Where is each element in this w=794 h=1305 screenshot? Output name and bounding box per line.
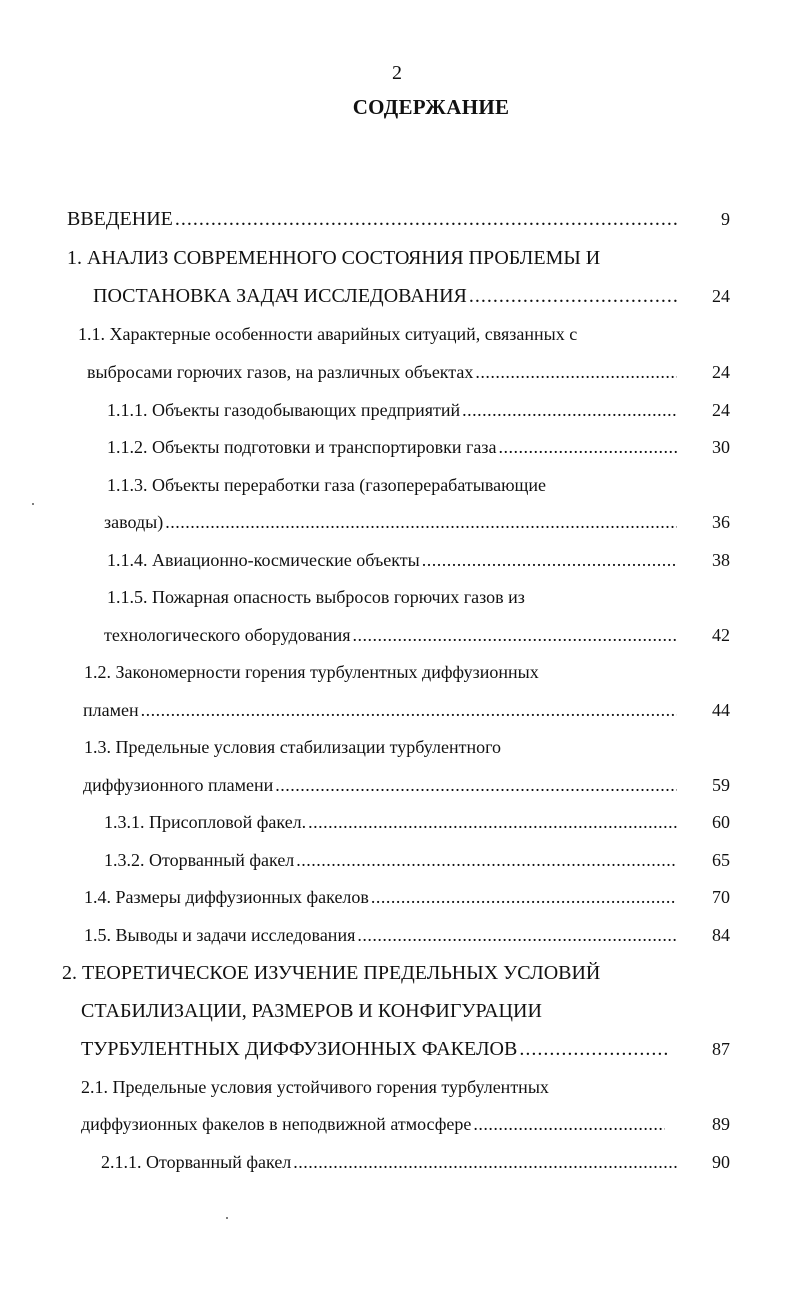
toc-entry-text: 1.1.2. Объекты подготовки и транспортировки газа xyxy=(107,437,497,457)
toc-entry-text: 1.4. Размеры диффузионных факелов xyxy=(84,887,369,907)
toc-entry-2-1-line2[interactable] xyxy=(81,1105,665,1143)
toc-entry-1-1-5-line2[interactable] xyxy=(104,616,677,654)
toc-entry-text: 1.2. Закономерности горения турбулентных диффузионных xyxy=(84,662,539,682)
toc-entry-text: 2.1. Предельные условия устойчивого горения турбулентных xyxy=(81,1077,549,1097)
toc-page-number: 60 xyxy=(712,812,730,832)
toc-entry-text: 1.1. Характерные особенности аварийных ситуаций, связанных с xyxy=(78,324,578,344)
toc-entry-text: 1.1.5. Пожарная опасность выбросов горючих газов из xyxy=(107,587,525,607)
toc-leader-dots xyxy=(519,1030,667,1068)
toc-entry-introduction[interactable] xyxy=(67,200,677,238)
toc-entry-text: заводы) xyxy=(104,512,164,532)
toc-entry-1-2-line2[interactable] xyxy=(83,691,677,729)
toc-leader-dots xyxy=(371,878,677,916)
toc-leader-dots xyxy=(357,916,677,954)
toc-leader-dots xyxy=(499,428,677,466)
toc-leader-dots xyxy=(422,541,677,579)
toc-entry-1-1-line1[interactable] xyxy=(78,315,678,353)
toc-entry-2-1-line1[interactable] xyxy=(81,1068,681,1106)
toc-leader-dots xyxy=(296,841,677,879)
toc-page-number: 9 xyxy=(721,209,730,229)
toc-page-number: 84 xyxy=(712,925,730,945)
toc-entry-chapter-1-line2[interactable] xyxy=(93,277,677,315)
toc-page-number: 87 xyxy=(712,1039,730,1059)
toc-leader-dots xyxy=(469,277,677,315)
toc-entry-1-1-3-line2[interactable] xyxy=(104,503,677,541)
toc-entry-text: ТУРБУЛЕНТНЫХ ДИФФУЗИОННЫХ ФАКЕЛОВ xyxy=(81,1038,518,1060)
toc-entry-text: 1.3.1. Присопловой факел. xyxy=(104,812,307,832)
toc-entry-1-1-1[interactable] xyxy=(107,391,677,429)
toc-entry-chapter-2-line1[interactable] xyxy=(62,954,682,992)
toc-entry-1-1-2[interactable] xyxy=(107,428,677,466)
toc-page-number: 89 xyxy=(712,1114,730,1134)
toc-entry-text: 1.1.3. Объекты переработки газа (газоперерабатывающие xyxy=(107,475,547,495)
toc-page-number: 42 xyxy=(712,625,730,645)
toc-entry-text: ПОСТАНОВКА ЗАДАЧ ИССЛЕДОВАНИЯ xyxy=(93,285,467,307)
toc-page-number: 38 xyxy=(712,550,730,570)
toc-leader-dots xyxy=(275,766,677,804)
toc-page-number: 24 xyxy=(712,286,730,306)
toc-page-number: 70 xyxy=(712,887,730,907)
toc-entry-1-5[interactable] xyxy=(84,916,677,954)
toc-page-number: 65 xyxy=(712,850,730,870)
toc-entry-text: диффузионных факелов в неподвижной атмосфере xyxy=(81,1114,472,1134)
toc-leader-dots xyxy=(141,691,677,729)
toc-entry-text: 1.5. Выводы и задачи исследования xyxy=(84,925,356,945)
toc-entry-1-4[interactable] xyxy=(84,878,677,916)
toc-page-number: 24 xyxy=(712,362,730,382)
toc-leader-dots xyxy=(293,1143,677,1181)
toc-entry-chapter-2-line3[interactable] xyxy=(81,1030,667,1068)
toc-entry-text: выбросами горючих газов, на различных объектах xyxy=(87,362,474,382)
toc-entry-1-1-line2[interactable] xyxy=(87,353,677,391)
toc-entry-text: 2.1.1. Оторванный факел xyxy=(101,1152,292,1172)
toc-leader-dots xyxy=(175,200,677,238)
toc-leader-dots xyxy=(475,353,677,391)
toc-page-number: 90 xyxy=(712,1152,730,1172)
toc-entry-text: 1.1.1. Объекты газодобывающих предприятий xyxy=(107,400,461,420)
toc-entry-1-2-line1[interactable] xyxy=(84,653,684,691)
toc-page-number: 44 xyxy=(712,700,730,720)
page-title: СОДЕРЖАНИЕ xyxy=(352,95,510,119)
toc-entry-text: 1.3.2. Оторванный факел xyxy=(104,850,295,870)
toc-entry-text: ВВЕДЕНИЕ xyxy=(67,208,173,230)
scan-speck xyxy=(32,503,34,505)
toc-page-number: 24 xyxy=(712,400,730,420)
toc-entry-text: СТАБИЛИЗАЦИИ, РАЗМЕРОВ И КОНФИГУРАЦИИ xyxy=(81,1000,542,1022)
toc-leader-dots xyxy=(165,503,677,541)
toc-entry-1-3-2[interactable] xyxy=(104,841,677,879)
toc-entry-1-1-5-line1[interactable] xyxy=(107,578,677,616)
toc-entry-1-3-line1[interactable] xyxy=(84,728,684,766)
toc-entry-text: пламен xyxy=(83,700,139,720)
toc-entry-text: 1. АНАЛИЗ СОВРЕМЕННОГО СОСТОЯНИЯ ПРОБЛЕМЫ И xyxy=(67,247,601,269)
page-number: 2 xyxy=(392,62,402,84)
toc-entry-1-1-4[interactable] xyxy=(107,541,677,579)
toc-page-number: 36 xyxy=(712,512,730,532)
toc-entry-2-1-1[interactable] xyxy=(101,1143,677,1181)
toc-entry-chapter-1-line1[interactable] xyxy=(67,239,687,277)
toc-entry-1-3-line2[interactable] xyxy=(83,766,677,804)
toc-entry-text: 1.1.4. Авиационно-космические объекты xyxy=(107,550,420,570)
toc-entry-1-3-1[interactable] xyxy=(104,803,677,841)
toc-leader-dots xyxy=(473,1105,665,1143)
toc-entry-text: технологического оборудования xyxy=(104,625,351,645)
toc-leader-dots xyxy=(353,616,678,654)
toc-entry-chapter-2-line2[interactable] xyxy=(81,992,681,1030)
toc-leader-dots xyxy=(462,391,677,429)
scan-speck xyxy=(226,1217,228,1219)
toc-page-number: 59 xyxy=(712,775,730,795)
toc-entry-text: 2. ТЕОРЕТИЧЕСКОЕ ИЗУЧЕНИЕ ПРЕДЕЛЬНЫХ УСЛОВИЙ xyxy=(62,962,601,984)
toc-entry-text: диффузионного пламени xyxy=(83,775,274,795)
toc-entry-1-1-3-line1[interactable] xyxy=(107,466,677,504)
toc-entry-text: 1.3. Предельные условия стабилизации турбулентного xyxy=(84,737,502,757)
toc-leader-dots xyxy=(308,803,677,841)
toc-page-number: 30 xyxy=(712,437,730,457)
